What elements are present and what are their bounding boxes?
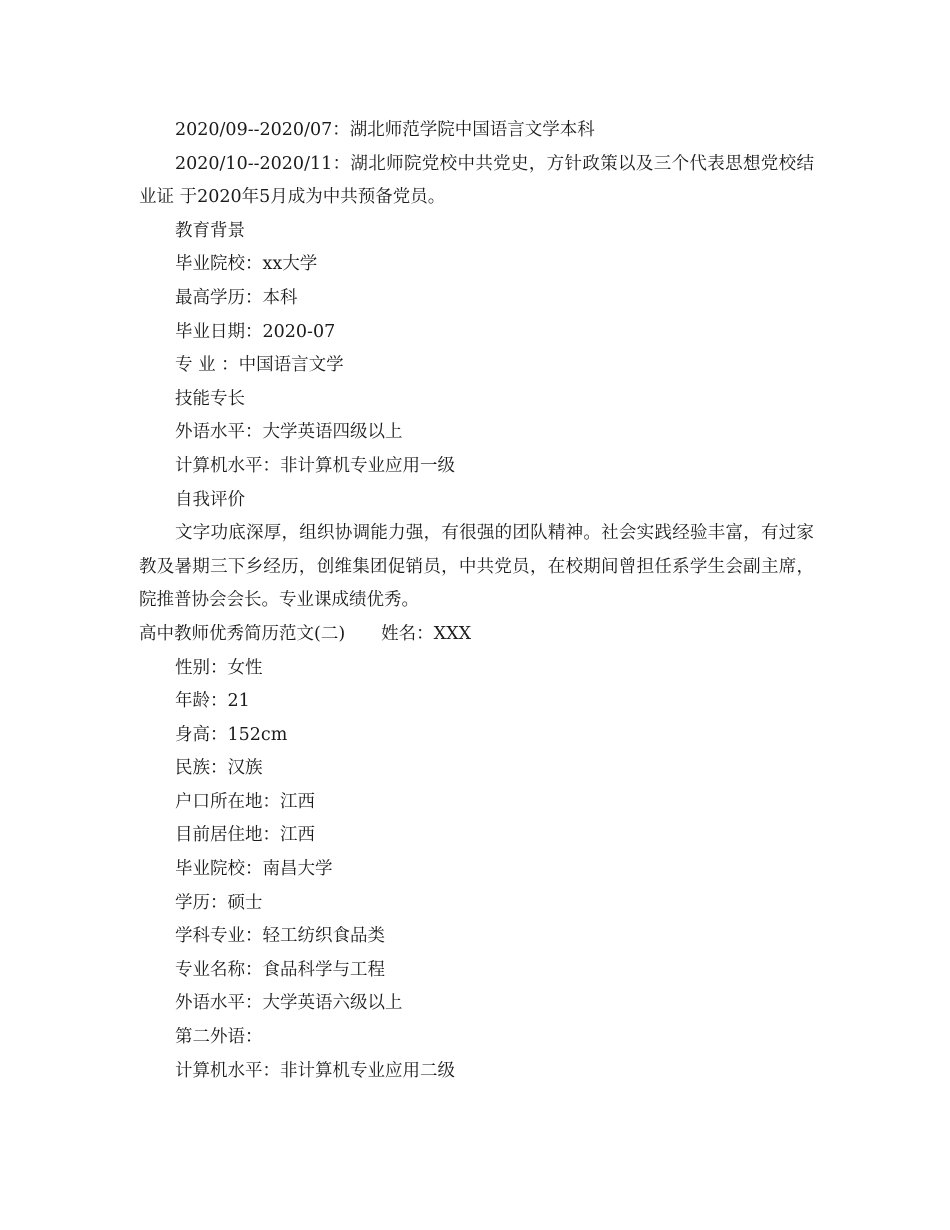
field-age: 年龄：21 <box>175 691 250 712</box>
section-title: 高中教师优秀简历范文(二) <box>139 623 346 644</box>
timeline-entry-bachelor: 2020/09--2020/07：湖北师范学院中国语言文学本科 <box>175 120 595 140</box>
field-hukou-location: 户口所在地：江西 <box>175 791 315 812</box>
field-height: 身高：152cm <box>175 724 288 745</box>
field-current-residence: 目前居住地：江西 <box>175 825 315 846</box>
field-graduation-date: 毕业日期：2020-07 <box>175 321 336 342</box>
field-graduated-school-2: 毕业院校：南昌大学 <box>175 859 333 880</box>
field-gender: 性别：女性 <box>175 657 263 678</box>
self-evaluation-text: 文字功底深厚，组织协调能力强，有很强的团队精神。社会实践经验丰富，有过家教及暑期三下乡经历，创维集团促销员，中共党员，在校期间曾担任系学生会副主席，院推普协会会长。专业课成绩优秀。 <box>139 523 814 611</box>
document-body <box>139 114 814 1088</box>
field-discipline: 学科专业：轻工纺织食品类 <box>175 926 385 947</box>
field-ethnicity: 民族：汉族 <box>175 758 263 779</box>
field-graduated-school: 毕业院校：xx大学 <box>175 254 318 275</box>
field-second-foreign-language: 第二外语： <box>175 1027 263 1048</box>
field-foreign-language: 外语水平：大学英语四级以上 <box>175 422 403 443</box>
section-title-line <box>139 618 814 652</box>
field-computer-level: 计算机水平：非计算机专业应用一级 <box>175 455 455 476</box>
field-major-name: 专业名称：食品科学与工程 <box>175 959 385 980</box>
field-highest-degree: 最高学历：本科 <box>175 287 298 308</box>
field-degree: 学历：硕士 <box>175 892 263 913</box>
field-name: 姓名：XXX <box>381 623 472 644</box>
heading-education: 教育背景 <box>175 220 245 241</box>
field-computer-level-2: 计算机水平：非计算机专业应用二级 <box>175 1060 455 1081</box>
timeline-entry-party-school: 2020/10--2020/11：湖北师院党校中共党史，方针政策以及三个代表思想党校结业证 于2020年5月成为中共预备党员。 <box>139 153 814 208</box>
heading-self-evaluation: 自我评价 <box>175 489 245 510</box>
field-foreign-language-2: 外语水平：大学英语六级以上 <box>175 993 403 1014</box>
heading-skills: 技能专长 <box>175 388 245 409</box>
field-major: 专 业 ：中国语言文学 <box>175 355 344 376</box>
